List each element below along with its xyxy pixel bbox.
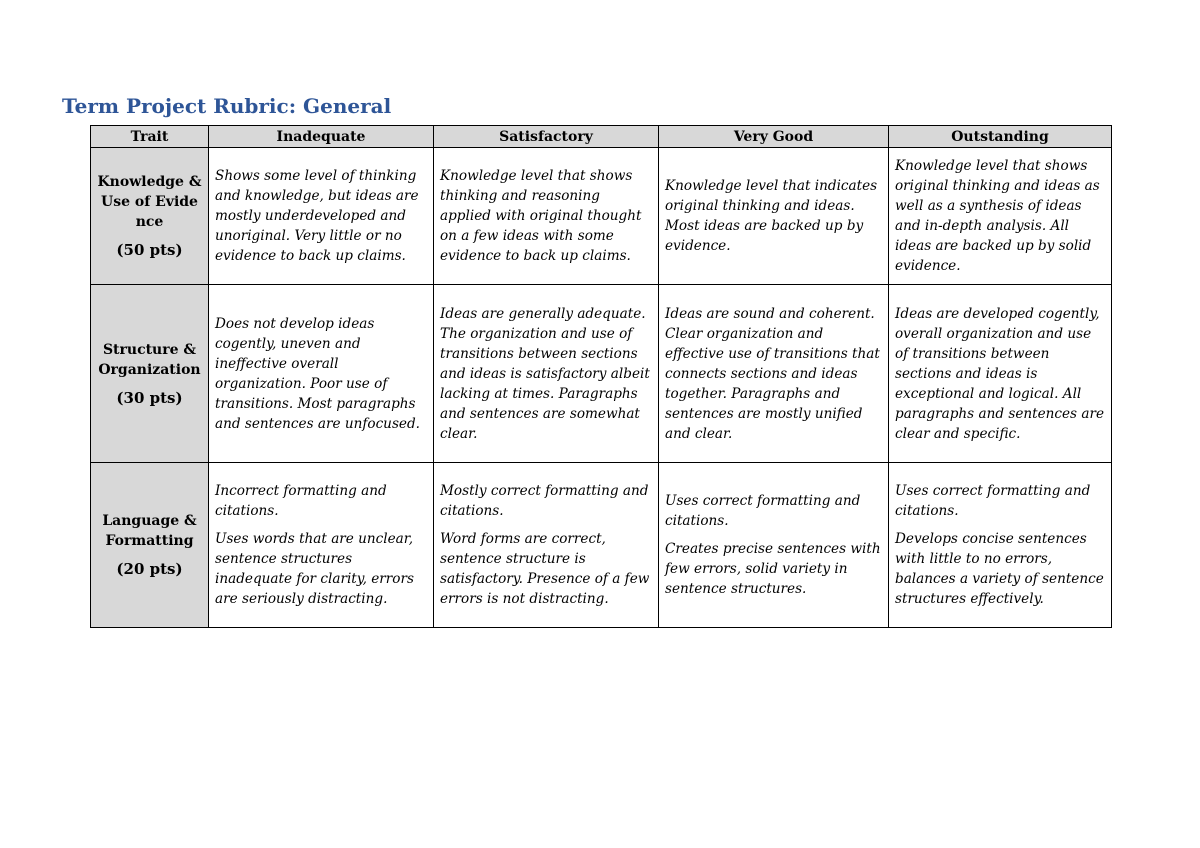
criteria-text: Mostly correct formatting and citations.	[440, 483, 649, 519]
trait-name: Knowledge & Use of Evidence	[97, 174, 202, 230]
criteria-text: Knowledge level that indicates original thinking and ideas. Most ideas are backed up by evidence.	[665, 178, 878, 254]
criteria-text: Shows some level of thinking and knowledge, but ideas are mostly underdeveloped and unoriginal. Very little or no evidence to back up claims.	[215, 168, 419, 264]
criteria-text: Ideas are sound and coherent. Clear organization and effective use of transitions that connects sections and ideas together. Paragraphs and sentences are mostly unified and clear.	[665, 305, 880, 442]
trait-cell	[91, 463, 209, 628]
criteria-cell-inadequate	[209, 148, 434, 285]
criteria-text: Uses correct formatting and citations.	[895, 483, 1091, 519]
criteria-text: Knowledge level that shows original thinking and ideas as well as a synthesis of ideas and in-depth analysis. All ideas are backed up by solid evidence.	[895, 158, 1100, 274]
trait-cell	[91, 285, 209, 463]
criteria-cell-outstanding	[889, 285, 1112, 463]
criteria-cell-very-good	[659, 148, 889, 285]
table-row	[91, 463, 1112, 628]
header-inadequate: Inadequate	[209, 126, 434, 148]
header-trait: Trait	[91, 126, 209, 148]
criteria-text: Incorrect formatting and citations.	[215, 483, 387, 519]
header-satisfactory: Satisfactory	[434, 126, 659, 148]
criteria-text: Develops concise sentences with little to no errors, balances a variety of sentence structures effectively.	[895, 531, 1104, 607]
rubric-table	[90, 125, 1112, 628]
criteria-text: Uses words that are unclear, sentence structures inadequate for clarity, errors are seriously distracting.	[215, 531, 414, 607]
criteria-cell-satisfactory	[434, 148, 659, 285]
criteria-cell-very-good	[659, 285, 889, 463]
trait-points: (20 pts)	[116, 560, 183, 578]
header-outstanding: Outstanding	[889, 126, 1112, 148]
table-row	[91, 148, 1112, 285]
trait-points: (50 pts)	[116, 241, 183, 259]
criteria-cell-inadequate	[209, 285, 434, 463]
trait-points: (30 pts)	[116, 388, 183, 407]
header-row	[91, 126, 1112, 148]
header-very-good: Very Good	[659, 126, 889, 148]
trait-cell	[91, 148, 209, 285]
criteria-cell-satisfactory	[434, 285, 659, 463]
criteria-text: Uses correct formatting and citations.	[665, 493, 861, 529]
criteria-text: Does not develop ideas cogently, uneven and ineffective overall organization. Poor use of transitions. Most paragraphs and sentences are unfocused.	[215, 315, 420, 432]
document-title: Term Project Rubric: General	[62, 94, 392, 118]
criteria-text: Ideas are developed cogently, overall organization and use of transitions between sections and ideas is exceptional and logical. All paragraphs and sentences are clear and specific.	[895, 305, 1104, 442]
criteria-text: Word forms are correct, sentence structure is satisfactory. Presence of a few errors is not distracting.	[440, 531, 650, 607]
trait-name: Language & Formatting	[102, 513, 197, 549]
table-row	[91, 285, 1112, 463]
criteria-cell-inadequate	[209, 463, 434, 628]
criteria-text: Ideas are generally adequate. The organization and use of transitions between sections and ideas is satisfactory albeit lacking at times. Paragraphs and sentences are somewhat clear.	[440, 305, 650, 442]
trait-name: Structure & Organization	[98, 341, 201, 378]
criteria-text: Knowledge level that shows thinking and reasoning applied with original thought on a few ideas with some evidence to back up claims.	[440, 168, 642, 264]
criteria-cell-outstanding	[889, 148, 1112, 285]
criteria-cell-satisfactory	[434, 463, 659, 628]
criteria-text: Creates precise sentences with few errors, solid variety in sentence structures.	[665, 541, 881, 597]
criteria-cell-outstanding	[889, 463, 1112, 628]
criteria-cell-very-good	[659, 463, 889, 628]
